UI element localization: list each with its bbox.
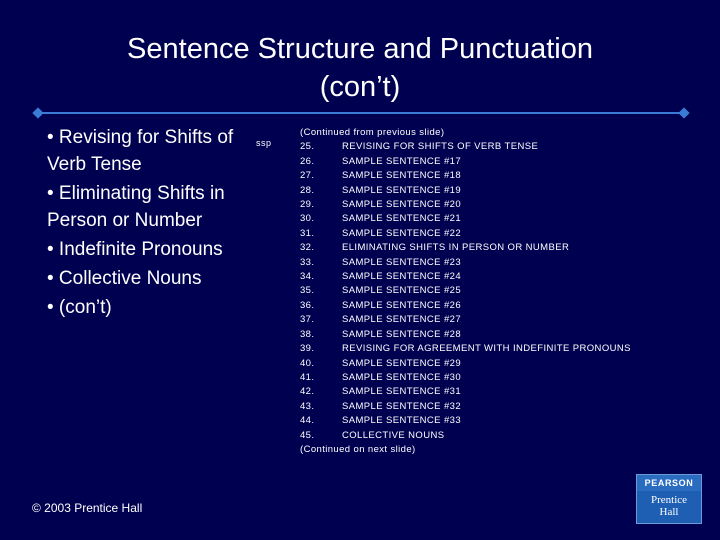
divider-diamond-left <box>32 107 43 118</box>
outline-text: SAMPLE SENTENCE #21 <box>342 213 462 225</box>
logo-line-2: Hall <box>659 506 679 518</box>
outline-number: 37. <box>300 314 315 326</box>
slide-title <box>40 30 680 106</box>
outline-number: 33. <box>300 256 315 268</box>
outline-row <box>300 227 680 241</box>
bullet-item: • (con’t) <box>47 297 112 318</box>
slide-outline <box>300 126 680 457</box>
outline-row <box>300 414 680 428</box>
slide-title-line-1: Sentence Structure and Punctuation <box>127 33 593 65</box>
outline-row <box>300 256 680 270</box>
outline-text: SAMPLE SENTENCE #20 <box>342 199 462 211</box>
outline-number: 29. <box>300 199 315 211</box>
outline-text: SAMPLE SENTENCE #22 <box>342 227 462 239</box>
outline-text: SAMPLE SENTENCE #19 <box>342 184 462 196</box>
outline-number: 35. <box>300 285 315 297</box>
outline-number: 39. <box>300 343 315 355</box>
copyright-notice: © 2003 Prentice Hall <box>32 501 143 515</box>
outline-text: REVISING FOR AGREEMENT WITH INDEFINITE PRONOUNS <box>342 343 631 355</box>
outline-number: 34. <box>300 271 315 283</box>
outline-number: 25. <box>300 141 315 153</box>
title-divider <box>38 112 684 114</box>
outline-row <box>300 169 680 183</box>
outline-row <box>300 385 680 399</box>
outline-number: 42. <box>300 386 315 398</box>
outline-number: 27. <box>300 170 315 182</box>
outline-text: COLLECTIVE NOUNS <box>342 429 445 441</box>
outline-text: ELIMINATING SHIFTS IN PERSON OR NUMBER <box>342 242 570 254</box>
outline-row <box>300 241 680 255</box>
outline-text: SAMPLE SENTENCE #18 <box>342 170 462 182</box>
bullet-item: • Collective Nouns <box>47 268 202 289</box>
outline-row <box>300 270 680 284</box>
outline-row <box>300 342 680 356</box>
outline-text: SAMPLE SENTENCE #27 <box>342 314 462 326</box>
outline-number: 41. <box>300 371 315 383</box>
divider-diamond-right <box>678 107 689 118</box>
outline-number: 45. <box>300 429 315 441</box>
outline-text: SAMPLE SENTENCE #25 <box>342 285 462 297</box>
outline-text: SAMPLE SENTENCE #23 <box>342 256 462 268</box>
outline-footer: (Continued on next slide) <box>300 443 416 455</box>
outline-row <box>300 400 680 414</box>
outline-number: 36. <box>300 299 315 311</box>
bullet-item: • Eliminating Shifts in Person or Number <box>47 183 225 231</box>
outline-text: SAMPLE SENTENCE #28 <box>342 328 462 340</box>
slide-title-line-2: (con’t) <box>319 71 401 103</box>
outline-text: SAMPLE SENTENCE #32 <box>342 400 462 412</box>
outline-text: SAMPLE SENTENCE #24 <box>342 271 462 283</box>
outline-row <box>300 429 680 443</box>
outline-row <box>300 357 680 371</box>
outline-number: 38. <box>300 328 315 340</box>
outline-number: 26. <box>300 155 315 167</box>
outline-number: 40. <box>300 357 315 369</box>
pearson-prentice-hall-logo <box>636 474 702 524</box>
bullet-item: • Revising for Shifts of Verb Tense <box>47 127 234 175</box>
bullet-list <box>47 124 257 323</box>
outline-row <box>300 155 680 169</box>
outline-text: SAMPLE SENTENCE #33 <box>342 415 462 427</box>
outline-header: (Continued from previous slide) <box>300 127 445 138</box>
outline-number: 43. <box>300 400 315 412</box>
logo-brand: PEARSON <box>637 475 701 491</box>
outline-row <box>300 140 680 154</box>
outline-number: 30. <box>300 213 315 225</box>
logo-line-1: Prentice <box>650 494 688 506</box>
outline-row <box>300 299 680 313</box>
outline-row <box>300 198 680 212</box>
ssp-label: ssp <box>256 138 272 148</box>
outline-row <box>300 184 680 198</box>
outline-text: SAMPLE SENTENCE #30 <box>342 371 462 383</box>
outline-text: SAMPLE SENTENCE #31 <box>342 386 462 398</box>
outline-row <box>300 284 680 298</box>
outline-text: SAMPLE SENTENCE #26 <box>342 299 462 311</box>
outline-number: 31. <box>300 227 315 239</box>
outline-number: 28. <box>300 184 315 196</box>
outline-row <box>300 313 680 327</box>
outline-number: 32. <box>300 242 315 254</box>
outline-row <box>300 212 680 226</box>
outline-row <box>300 328 680 342</box>
outline-number: 44. <box>300 415 315 427</box>
outline-text: SAMPLE SENTENCE #17 <box>342 155 462 167</box>
bullet-item: • Indefinite Pronouns <box>47 239 223 260</box>
outline-row <box>300 371 680 385</box>
outline-text: SAMPLE SENTENCE #29 <box>342 357 462 369</box>
outline-text: REVISING FOR SHIFTS OF VERB TENSE <box>342 141 539 153</box>
